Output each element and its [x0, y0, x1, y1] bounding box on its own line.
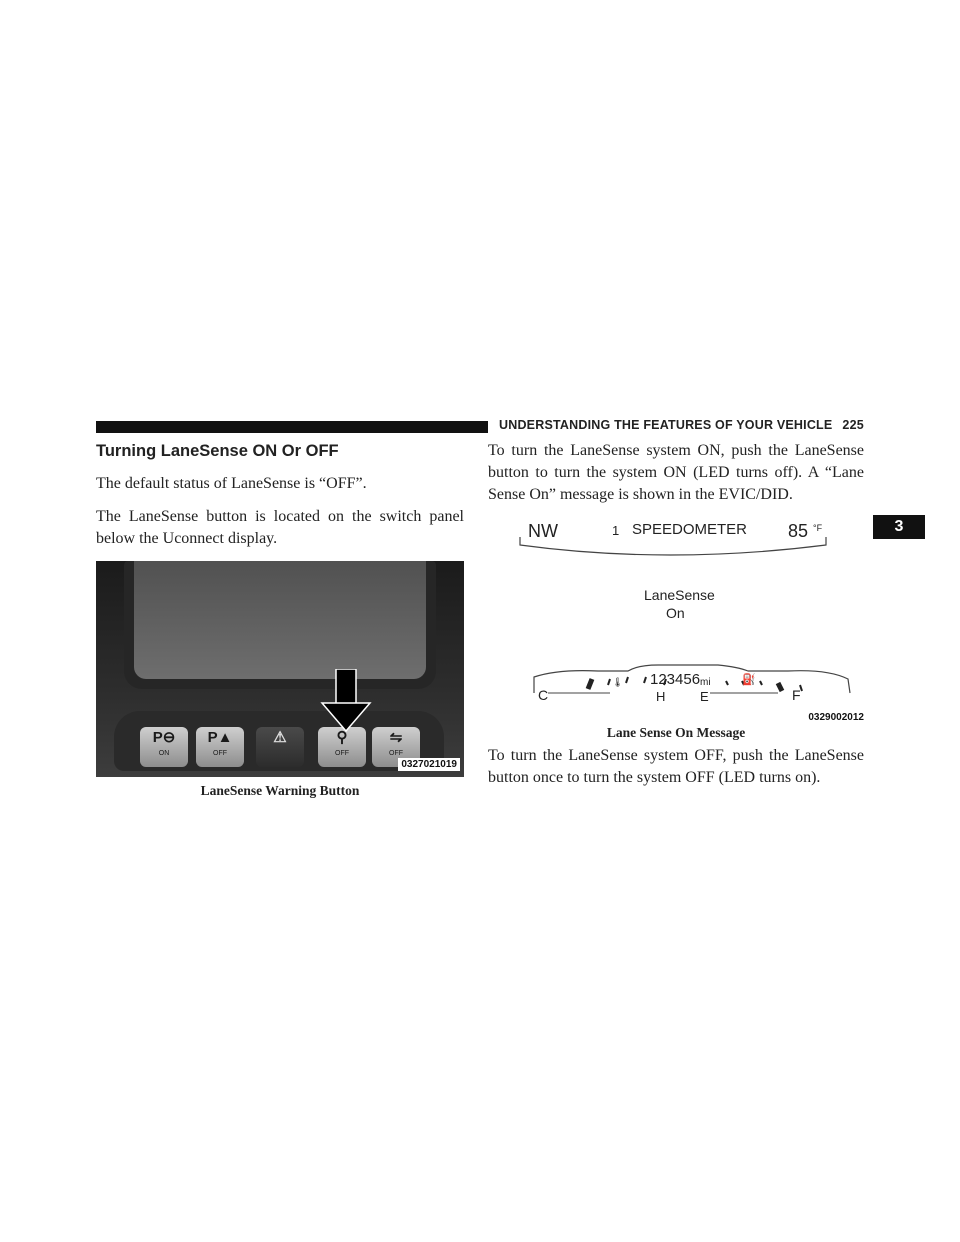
page-number: 225 [842, 418, 864, 432]
hazard-button [256, 727, 304, 767]
gauge-right-high: F [792, 687, 801, 703]
hazard-icon: ⚠ [273, 729, 287, 746]
running-header [499, 418, 864, 432]
traction-icon: ⇋ [389, 729, 403, 746]
odometer-unit: mi [700, 677, 711, 688]
right-column [488, 440, 864, 800]
figure-lanesense-message [488, 517, 864, 741]
fuel-pump-icon: ⛽ [742, 674, 756, 686]
traction-button: ⇋ OFF [372, 727, 420, 767]
temp-unit: °F [813, 523, 823, 533]
figure-id: 0327021019 [398, 758, 460, 771]
paragraph-default-status: The default status of LaneSense is “OFF”. [96, 475, 367, 492]
uconnect-display-screen [134, 561, 426, 679]
paragraph-button-location: The LaneSense button is located on the switch panel below the Uconnect display. [96, 508, 464, 547]
gauge-left-high: H [656, 689, 666, 704]
message-line-2: On [666, 605, 685, 621]
park-sense-icon: P▲ [207, 729, 233, 746]
switch-panel-photo [96, 561, 464, 777]
message-line-1: LaneSense [644, 587, 715, 603]
screen-title: SPEEDOMETER [632, 521, 748, 538]
figure-lanesense-button [96, 561, 464, 799]
outside-temp: 85 [788, 521, 809, 541]
park-assist-button: P⊖ ON [140, 727, 188, 767]
odometer-value: 123456 [650, 671, 701, 688]
left-column [96, 440, 464, 799]
compass-heading: NW [528, 521, 558, 541]
header-rule [96, 421, 488, 433]
park-sense-button: P▲ OFF [196, 727, 244, 767]
park-assist-icon: P⊖ [152, 729, 176, 746]
lanesense-icon: ⚲ [336, 729, 348, 746]
figure-caption: LaneSense Warning Button [200, 783, 360, 798]
lanesense-button: ⚲ OFF [318, 727, 366, 767]
section-heading: Turning LaneSense ON Or OFF [96, 442, 339, 460]
header-title: UNDERSTANDING THE FEATURES OF YOUR VEHICLE [499, 418, 833, 432]
gauge-right-low: E [700, 689, 709, 704]
section-tab: 3 [873, 515, 925, 539]
paragraph-turn-off: To turn the LaneSense system OFF, push the LaneSense button once to turn the system OFF (LED turns on). [488, 747, 864, 786]
evic-display-illustration [488, 517, 864, 723]
gear-indicator: 1 [612, 523, 620, 538]
figure-id: 0329002012 [808, 712, 864, 723]
gauge-left-low: C [538, 687, 549, 703]
temperature-gauge-icon: 🌡 [612, 677, 624, 687]
arrow-down-icon [320, 669, 372, 733]
figure-caption: Lane Sense On Message [606, 725, 746, 740]
paragraph-turn-on: To turn the LaneSense system ON, push the LaneSense button to turn the system ON (LED turns off). A “Lane Sense On” message is shown in the EVIC/DID. [488, 442, 864, 503]
